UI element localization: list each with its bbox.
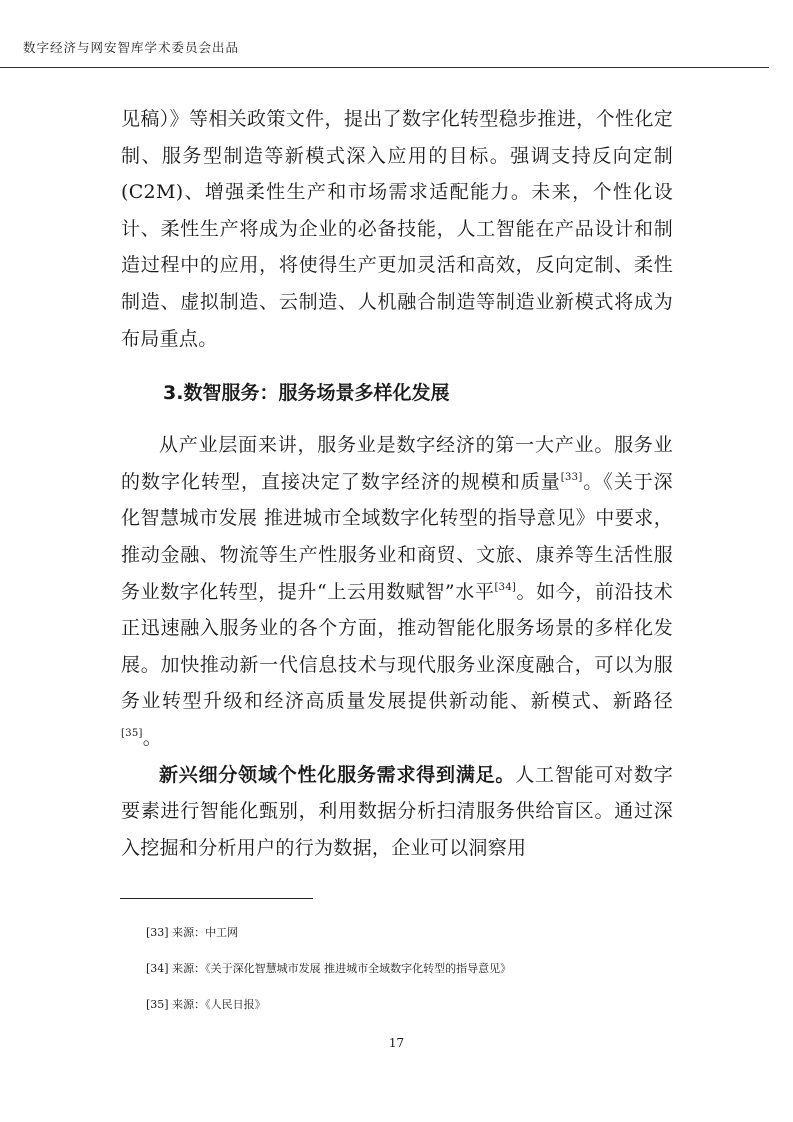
section-heading: 3.数智服务：服务场景多样化发展 <box>163 382 450 405</box>
page-header: 数字经济与网安智库学术委员会出品 <box>23 40 240 55</box>
page-number: 17 <box>388 1036 405 1050</box>
paragraph-service-industry <box>121 427 673 756</box>
footnote-35: [35] 来源：《人民日报》 <box>146 998 266 1011</box>
paragraph-policy-continuation: 见稿）》等相关政策文件，提出了数字化转型稳步推进，个性化定制、服务型制造等新模式深入应用的目标。强调支持反向定制(C2M)、增强柔性生产和市场需求适配能力。未来，个性化设计、柔性生产将成为企业的必备技能，人工智能在产品设计和制造过程中的应用，将使得生产更加灵活和高效，反向定制、柔性制造、虚拟制造、云制造、人机融合制造等制造业新模式将成为布局重点。 <box>121 108 673 350</box>
header-divider <box>0 67 769 68</box>
footnote-33: [33] 来源：中工网 <box>146 926 239 939</box>
para2-text-4: 。 <box>142 726 163 749</box>
footnote-divider <box>120 898 313 899</box>
footnote-ref-35[interactable]: [35] <box>121 727 143 739</box>
para3-text: 人工智能可对数字要素进行智能化甄别，利用数据分析扫清服务供给盲区。通过深入挖掘和分析用户的行为数据，企业可以洞察用 <box>121 763 674 859</box>
footnote-ref-33[interactable]: [33] <box>560 471 583 483</box>
paragraph-personalized-services <box>121 757 673 867</box>
para2-text-3: 。如今，前沿技术正迅速融入服务业的各个方面，推动智能化服务场景的多样化发展。加快推动新一代信息技术与现代服务业深度融合，可以为服务业转型升级和经济高质量发展提供新动能、新模式、新路径 <box>121 580 673 713</box>
para3-lead-sentence: 新兴细分领域个性化服务需求得到满足。 <box>159 763 516 786</box>
footnote-34: [34] 来源：《关于深化智慧城市发展 推进城市全域数字化转型的指导意见》 <box>146 962 512 975</box>
footnotes <box>146 924 511 1032</box>
para2-text-1: 从产业层面来讲，服务业是数字经济的第一大产业。服务业的数字化转型，直接决定了数字经济的规模和质量 <box>121 434 673 493</box>
para2-text-2: 。《关于深化智慧城市发展 推进城市全域数字化转型的指导意见》中要求，推动金融、物流等生产性服务业和商贸、文旅、康养等生活性服务业数字化转型，提升“上云用数赋智”水平 <box>121 470 673 603</box>
footnote-ref-34[interactable]: [34] <box>494 581 517 593</box>
main-content <box>121 101 673 866</box>
